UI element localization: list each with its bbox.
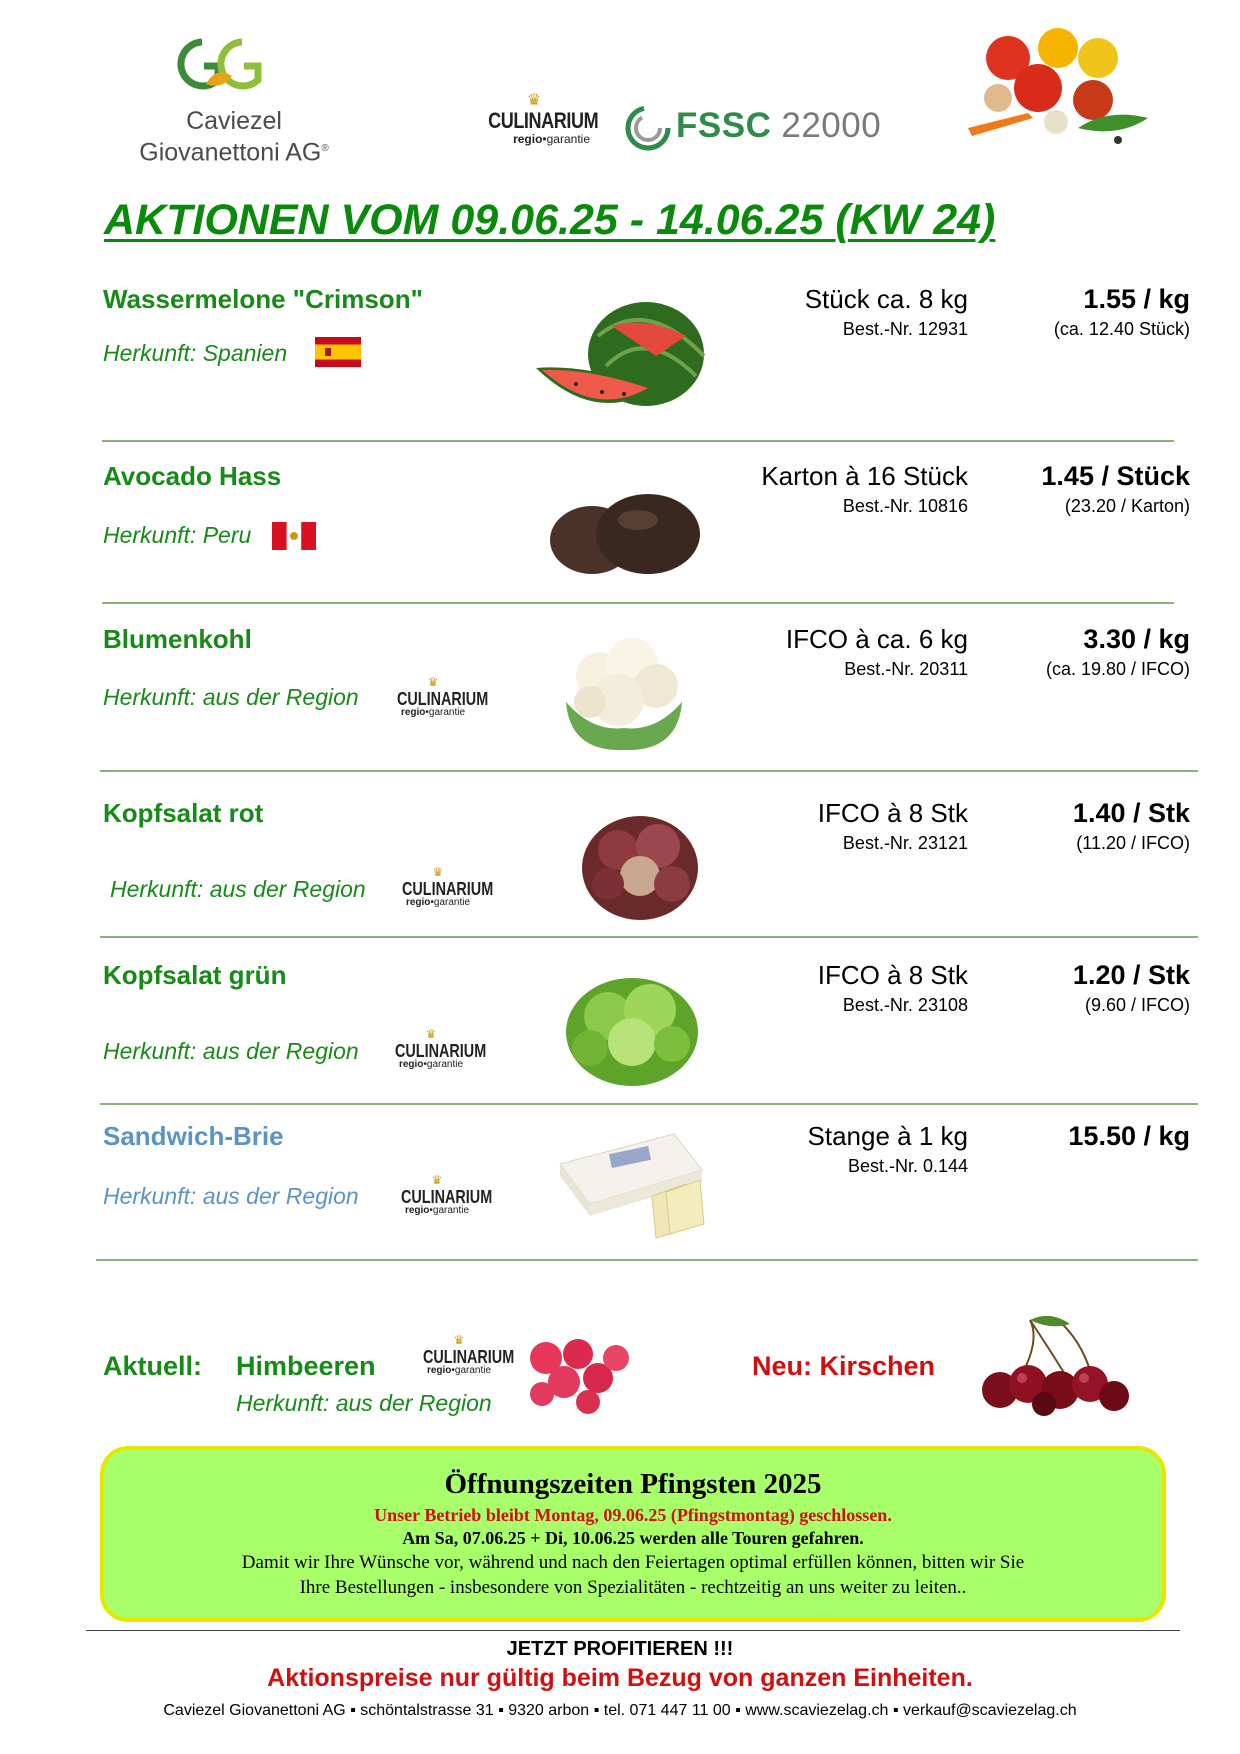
product-origin: Herkunft: Spanien xyxy=(103,340,288,366)
product-order-number: Best.-Nr. 23121 xyxy=(842,833,968,853)
product-order-number: Best.-Nr. 20311 xyxy=(844,659,968,679)
culinarium-name: CULINARIUM xyxy=(488,108,599,133)
product-price-detail: (ca. 19.80 / IFCO) xyxy=(1045,659,1190,679)
footer-divider xyxy=(86,1630,1180,1631)
culinarium-sub-rest: •garantie xyxy=(430,897,471,908)
fssc-number: 22000 xyxy=(781,106,882,145)
culinarium-name: CULINARIUM xyxy=(402,879,494,899)
culinarium-badge xyxy=(386,1027,487,1070)
company-name-line2: Giovanettoni AG xyxy=(139,138,322,167)
footer-call-to-action: JETZT PROFITIEREN !!! xyxy=(506,1638,734,1660)
product-name: Kopfsalat grün xyxy=(103,960,287,990)
culinarium-sub-rest: •garantie xyxy=(451,1365,492,1376)
red-lettuce-image xyxy=(578,806,702,922)
culinarium-sub-rest: •garantie xyxy=(429,1205,470,1216)
aktuell-label: Aktuell: xyxy=(103,1351,203,1381)
product-name: Blumenkohl xyxy=(103,624,252,654)
culinarium-sub-rest: •garantie xyxy=(425,707,466,718)
product-price-detail: (ca. 12.40 Stück) xyxy=(1053,319,1190,339)
neu-label: Neu: Kirschen xyxy=(752,1351,936,1381)
culinarium-sub-bold: regio xyxy=(400,707,426,718)
fssc-brand: FSSC xyxy=(676,106,772,145)
product-price: 1.20 / Stk xyxy=(1072,960,1190,990)
culinarium-sub-bold: regio xyxy=(404,1205,430,1216)
opening-text-line1: Damit wir Ihre Wünsche vor, während und nach den Feiertagen optimal erfüllen können, bitten wir Sie xyxy=(241,1552,1025,1573)
crown-icon: ♛ xyxy=(453,1333,465,1347)
product-order-number: Best.-Nr. 12931 xyxy=(842,319,968,339)
product-order-number: Best.-Nr. 23108 xyxy=(842,995,968,1015)
row-divider xyxy=(100,770,1198,772)
footer-address: Caviezel Giovanettoni AG ▪ schöntalstrasse 31 ▪ 9320 arbon ▪ tel. 071 447 11 00 ▪ www.scaviezelag.ch ▪ verkauf@scaviezelag.ch xyxy=(163,1702,1077,1719)
opening-tours-notice: Am Sa, 07.06.25 + Di, 10.06.25 werden alle Touren gefahren. xyxy=(402,1528,864,1548)
product-name: Avocado Hass xyxy=(103,461,282,491)
raspberries-image xyxy=(524,1336,634,1416)
product-price-detail: (11.20 / IFCO) xyxy=(1076,833,1190,853)
vegetables-image xyxy=(948,18,1160,158)
cauliflower-image xyxy=(560,632,688,754)
cherries-image xyxy=(970,1310,1134,1416)
culinarium-badge xyxy=(388,675,489,718)
row-divider xyxy=(102,440,1174,442)
culinarium-name: CULINARIUM xyxy=(397,689,489,709)
row-divider xyxy=(100,1103,1198,1105)
product-name: Wassermelone "Crimson" xyxy=(103,284,423,314)
crown-icon: ♛ xyxy=(425,1027,437,1041)
culinarium-badge xyxy=(392,1173,493,1216)
product-unit: Stück ca. 8 kg xyxy=(804,284,968,314)
footer-conditions: Aktionspreise nur gültig beim Bezug von ganzen Einheiten. xyxy=(267,1664,973,1692)
culinarium-sub-rest: •garantie xyxy=(423,1059,464,1070)
product-price: 1.45 / Stück xyxy=(1041,461,1190,491)
company-logo-icon xyxy=(172,36,262,92)
avocado-image xyxy=(548,482,700,578)
product-price: 15.50 / kg xyxy=(1068,1121,1190,1151)
spain-flag-icon xyxy=(315,337,361,367)
product-origin: Herkunft: aus der Region xyxy=(103,1183,359,1209)
product-origin: Herkunft: aus der Region xyxy=(103,684,359,710)
product-unit: IFCO à ca. 6 kg xyxy=(785,624,968,654)
culinarium-sub-bold: regio xyxy=(513,132,543,146)
registered-mark: ® xyxy=(321,143,329,154)
product-origin: Herkunft: aus der Region xyxy=(103,1038,359,1064)
product-price-detail: (9.60 / IFCO) xyxy=(1084,995,1190,1015)
peru-flag-icon xyxy=(272,522,316,550)
page-title: AKTIONEN VOM 09.06.25 - 14.06.25 (KW 24) xyxy=(104,196,996,244)
product-unit: IFCO à 8 Stk xyxy=(817,960,968,990)
opening-closed-notice: Unser Betrieb bleibt Montag, 09.06.25 (Pfingstmontag) geschlossen. xyxy=(374,1505,892,1525)
crown-icon: ♛ xyxy=(431,1173,443,1187)
opening-title: Öffnungszeiten Pfingsten 2025 xyxy=(444,1468,822,1500)
culinarium-logo xyxy=(478,90,599,146)
fssc-swirl-icon xyxy=(624,104,672,152)
culinarium-sub-bold: regio xyxy=(405,897,431,908)
product-origin: Herkunft: aus der Region xyxy=(110,876,366,902)
product-name: Sandwich-Brie xyxy=(103,1121,284,1151)
row-divider xyxy=(100,936,1198,938)
product-order-number: Best.-Nr. 10816 xyxy=(842,496,968,516)
crown-icon: ♛ xyxy=(526,92,542,109)
aktuell-product: Himbeeren xyxy=(236,1351,376,1381)
culinarium-sub-bold: regio xyxy=(398,1059,424,1070)
product-price: 3.30 / kg xyxy=(1083,624,1190,654)
company-name xyxy=(104,108,364,166)
crown-icon: ♛ xyxy=(427,675,439,689)
green-lettuce-image xyxy=(562,970,702,1088)
watermelon-image xyxy=(536,296,708,426)
row-divider xyxy=(96,1259,1198,1261)
product-origin: Herkunft: Peru xyxy=(103,522,252,548)
culinarium-badge xyxy=(414,1333,515,1376)
culinarium-name: CULINARIUM xyxy=(395,1041,487,1061)
row-divider xyxy=(102,602,1174,604)
aktuell-origin: Herkunft: aus der Region xyxy=(236,1390,492,1416)
product-name: Kopfsalat rot xyxy=(103,798,264,828)
opening-hours-box xyxy=(100,1446,1166,1622)
opening-text-line2: Ihre Bestellungen - insbesondere von Spezialitäten - rechtzeitig an uns weiter zu leiten.. xyxy=(299,1577,967,1598)
culinarium-name: CULINARIUM xyxy=(423,1347,515,1367)
product-price-detail: (23.20 / Karton) xyxy=(1064,496,1190,516)
culinarium-name: CULINARIUM xyxy=(401,1187,493,1207)
product-price: 1.40 / Stk xyxy=(1072,798,1190,828)
product-unit: Karton à 16 Stück xyxy=(761,461,968,491)
fssc-logo xyxy=(676,106,881,146)
company-name-line1: Caviezel xyxy=(186,107,282,135)
product-order-number: Best.-Nr. 0.144 xyxy=(847,1156,968,1176)
culinarium-badge xyxy=(393,865,494,908)
culinarium-sub-rest: •garantie xyxy=(542,132,590,146)
culinarium-sub-bold: regio xyxy=(426,1365,452,1376)
product-unit: Stange à 1 kg xyxy=(807,1121,968,1151)
product-unit: IFCO à 8 Stk xyxy=(817,798,968,828)
product-price: 1.55 / kg xyxy=(1083,284,1190,314)
brie-image xyxy=(556,1130,708,1242)
crown-icon: ♛ xyxy=(432,865,444,879)
